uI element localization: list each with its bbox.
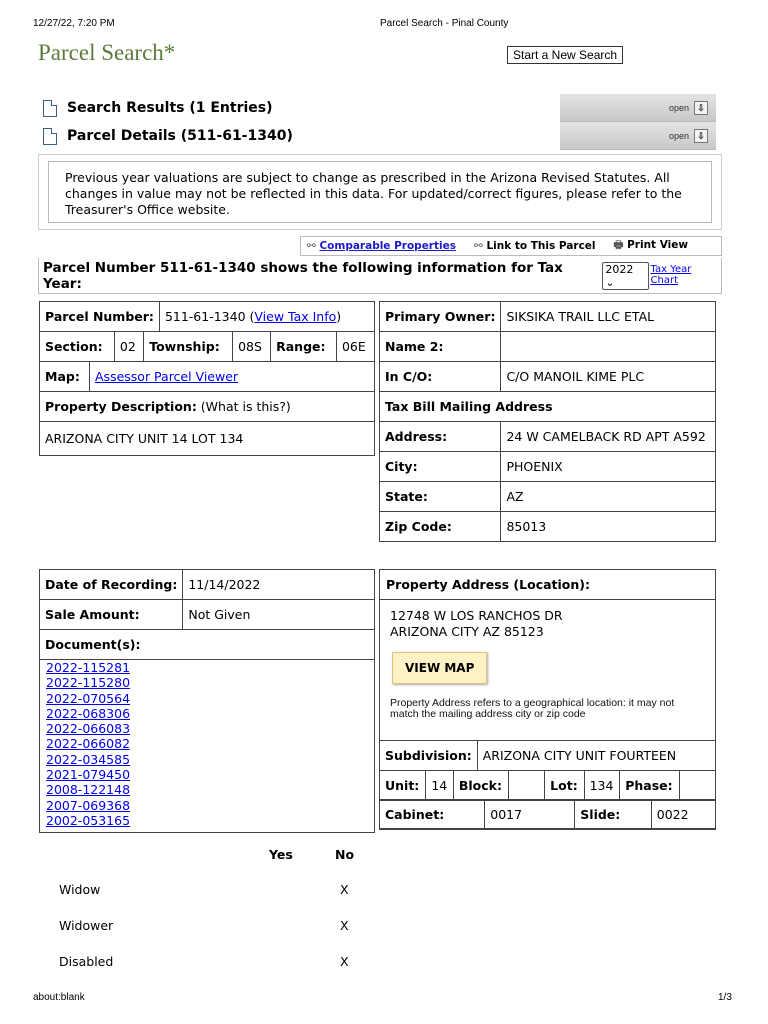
parcel-number-cell (159, 302, 374, 332)
zip-value: 85013 (501, 512, 716, 542)
exemption-no: X (340, 918, 349, 933)
parcel-map-table (39, 361, 375, 456)
section-value: 02 (114, 332, 143, 362)
document-link[interactable]: 2022-066083 (46, 721, 131, 737)
new-search-button[interactable]: Start a New Search (507, 46, 623, 64)
document-link[interactable]: 2022-115280 (46, 675, 131, 691)
cabinet-value: 0017 (485, 800, 575, 830)
document-icon (43, 128, 57, 145)
township-label: Township: (144, 332, 233, 362)
view-map-button[interactable]: VIEW MAP (392, 652, 487, 684)
tax-year-chart-link[interactable]: Tax Year Chart (650, 264, 692, 286)
address-label: Address: (380, 422, 501, 452)
exemption-no: X (340, 882, 349, 897)
sale-amount-label: Sale Amount: (40, 600, 183, 630)
sale-table (39, 569, 375, 660)
city-label: City: (380, 452, 501, 482)
location-line1: 12748 W LOS RANCHOS DR (390, 608, 563, 623)
location-line2: ARIZONA CITY AZ 85123 (390, 624, 544, 639)
subdivision-label: Subdivision: (380, 741, 478, 771)
document-link[interactable]: 2022-034585 (46, 751, 131, 767)
tax-year-text: Parcel Number 511-61-1340 shows the following information for Tax Year: (43, 259, 563, 292)
exemption-row (39, 940, 375, 976)
page-title: Parcel Search* (38, 40, 176, 65)
tax-year-value: 2022 (605, 262, 634, 276)
township-value: 08S (233, 332, 271, 362)
primary-owner-value: SIKSIKA TRAIL LLC ETAL (501, 302, 716, 332)
parcel-details-title: Parcel Details (511-61-1340) (67, 128, 293, 144)
block-value (509, 771, 545, 801)
what-is-this-hint[interactable]: (What is this?) (196, 399, 291, 414)
document-link[interactable]: 2008-122148 (46, 782, 131, 798)
document-link[interactable]: 2002-053165 (46, 812, 131, 828)
link-chain-icon: ⚯ (473, 240, 487, 252)
print-page-count: 1/3 (718, 992, 732, 1003)
print-datetime: 12/27/22, 7:20 PM (33, 18, 115, 29)
parcel-number-close: ) (336, 309, 342, 324)
print-page-title: Parcel Search - Pinal County (380, 18, 509, 29)
exemption-row (39, 904, 375, 940)
property-description-header (40, 392, 375, 422)
block-label: Block: (453, 771, 508, 801)
mailing-address-header: Tax Bill Mailing Address (380, 392, 716, 422)
name2-value (501, 332, 716, 362)
property-location-label: Property Address (Location): (380, 570, 715, 600)
zip-label: Zip Code: (380, 512, 501, 542)
location-note: Property Address refers to a geographical location: it may not match the mailing address city or zip code (390, 697, 675, 720)
print-view-label: Print View (627, 239, 689, 251)
state-label: State: (380, 482, 501, 512)
link-to-parcel-label: Link to This Parcel (486, 240, 596, 252)
tax-year-bar (38, 258, 722, 294)
document-link[interactable]: 2022-070564 (46, 690, 131, 706)
parcel-number-value: 511-61-1340 ( (164, 309, 255, 324)
search-results-header[interactable] (38, 94, 716, 122)
print-url: about:blank (33, 992, 85, 1003)
document-link[interactable]: 2021-079450 (46, 767, 131, 783)
phase-value (680, 771, 716, 801)
unit-table (379, 770, 716, 801)
sale-amount-value: Not Given (183, 600, 375, 630)
primary-owner-label: Primary Owner: (380, 302, 501, 332)
valuation-notice: Previous year valuations are subject to change as prescribed in the Arizona Revised Statutes. All changes in value may not be reflected in this data. For updated/correct figures, please refer to the Treasurer's Office website. (48, 161, 712, 223)
yes-header: Yes (269, 847, 293, 862)
document-link[interactable]: 2022-115281 (46, 660, 131, 675)
link-to-parcel[interactable] (474, 240, 596, 252)
exemption-label: Widower (59, 918, 114, 933)
care-of-value: C/O MANOIL KIME PLC (501, 362, 716, 392)
search-results-open-toggle[interactable] (560, 94, 716, 122)
slide-label: Slide: (575, 800, 651, 830)
exemption-no: X (340, 954, 349, 969)
exemption-label: Disabled (59, 954, 114, 969)
property-description-label: Property Description: (45, 399, 197, 414)
lot-value: 134 (584, 771, 620, 801)
subdivision-table (379, 740, 716, 771)
document-link[interactable]: 2007-069368 (46, 797, 131, 813)
view-tax-info-link[interactable]: View Tax Info (254, 309, 337, 324)
no-header: No (335, 847, 355, 862)
section-label: Section: (40, 332, 115, 362)
assessor-parcel-viewer-link[interactable]: Assessor Parcel Viewer (95, 369, 239, 384)
search-results-title: Search Results (1 Entries) (67, 100, 273, 116)
arrow-down-icon: ⇩ (694, 101, 708, 115)
documents-label: Document(s): (40, 630, 375, 660)
printer-icon: 🖶 (613, 239, 628, 251)
cabinet-label: Cabinet: (380, 800, 485, 830)
document-link[interactable]: 2022-066082 (46, 736, 131, 752)
open-label: open (668, 102, 689, 113)
link-chain-icon: ⚯ (307, 240, 320, 252)
document-link[interactable]: 2022-068306 (46, 705, 131, 721)
address-value: 24 W CAMELBACK RD APT A592 (501, 422, 716, 452)
care-of-label: In C/O: (380, 362, 501, 392)
exemption-label: Widow (59, 882, 101, 897)
parcel-info-table (39, 301, 375, 332)
range-label: Range: (271, 332, 337, 362)
owner-table (379, 301, 716, 542)
comparable-properties-label[interactable]: Comparable Properties (319, 240, 456, 252)
lot-label: Lot: (545, 771, 584, 801)
subdivision-value: ARIZONA CITY UNIT FOURTEEN (477, 741, 715, 771)
parcel-details-open-toggle[interactable] (560, 122, 716, 150)
document-icon (43, 100, 57, 117)
arrow-down-icon: ⇩ (694, 129, 708, 143)
slide-value: 0022 (651, 800, 715, 830)
unit-value: 14 (426, 771, 454, 801)
parcel-location-table (39, 331, 375, 362)
exemptions-table (39, 840, 375, 976)
map-label: Map: (40, 362, 90, 392)
property-description-value: ARIZONA CITY UNIT 14 LOT 134 (40, 422, 375, 456)
parcel-details-header[interactable] (38, 122, 716, 150)
chevron-down-icon: ⌄ (605, 275, 615, 289)
comparable-properties-link[interactable] (307, 240, 456, 252)
action-links-bar (300, 236, 722, 256)
tax-year-select[interactable] (602, 262, 648, 290)
exemption-row (39, 868, 375, 904)
unit-label: Unit: (380, 771, 426, 801)
name2-label: Name 2: (380, 332, 501, 362)
documents-list (39, 656, 375, 833)
state-value: AZ (501, 482, 716, 512)
cabinet-table (379, 799, 716, 830)
date-of-recording-label: Date of Recording: (40, 570, 183, 600)
date-of-recording-value: 11/14/2022 (183, 570, 375, 600)
section-headers (38, 94, 716, 150)
phase-label: Phase: (620, 771, 680, 801)
print-view-link[interactable] (614, 237, 689, 255)
parcel-number-label: Parcel Number: (40, 302, 160, 332)
range-value: 06E (336, 332, 374, 362)
open-label: open (668, 130, 689, 141)
city-value: PHOENIX (501, 452, 716, 482)
